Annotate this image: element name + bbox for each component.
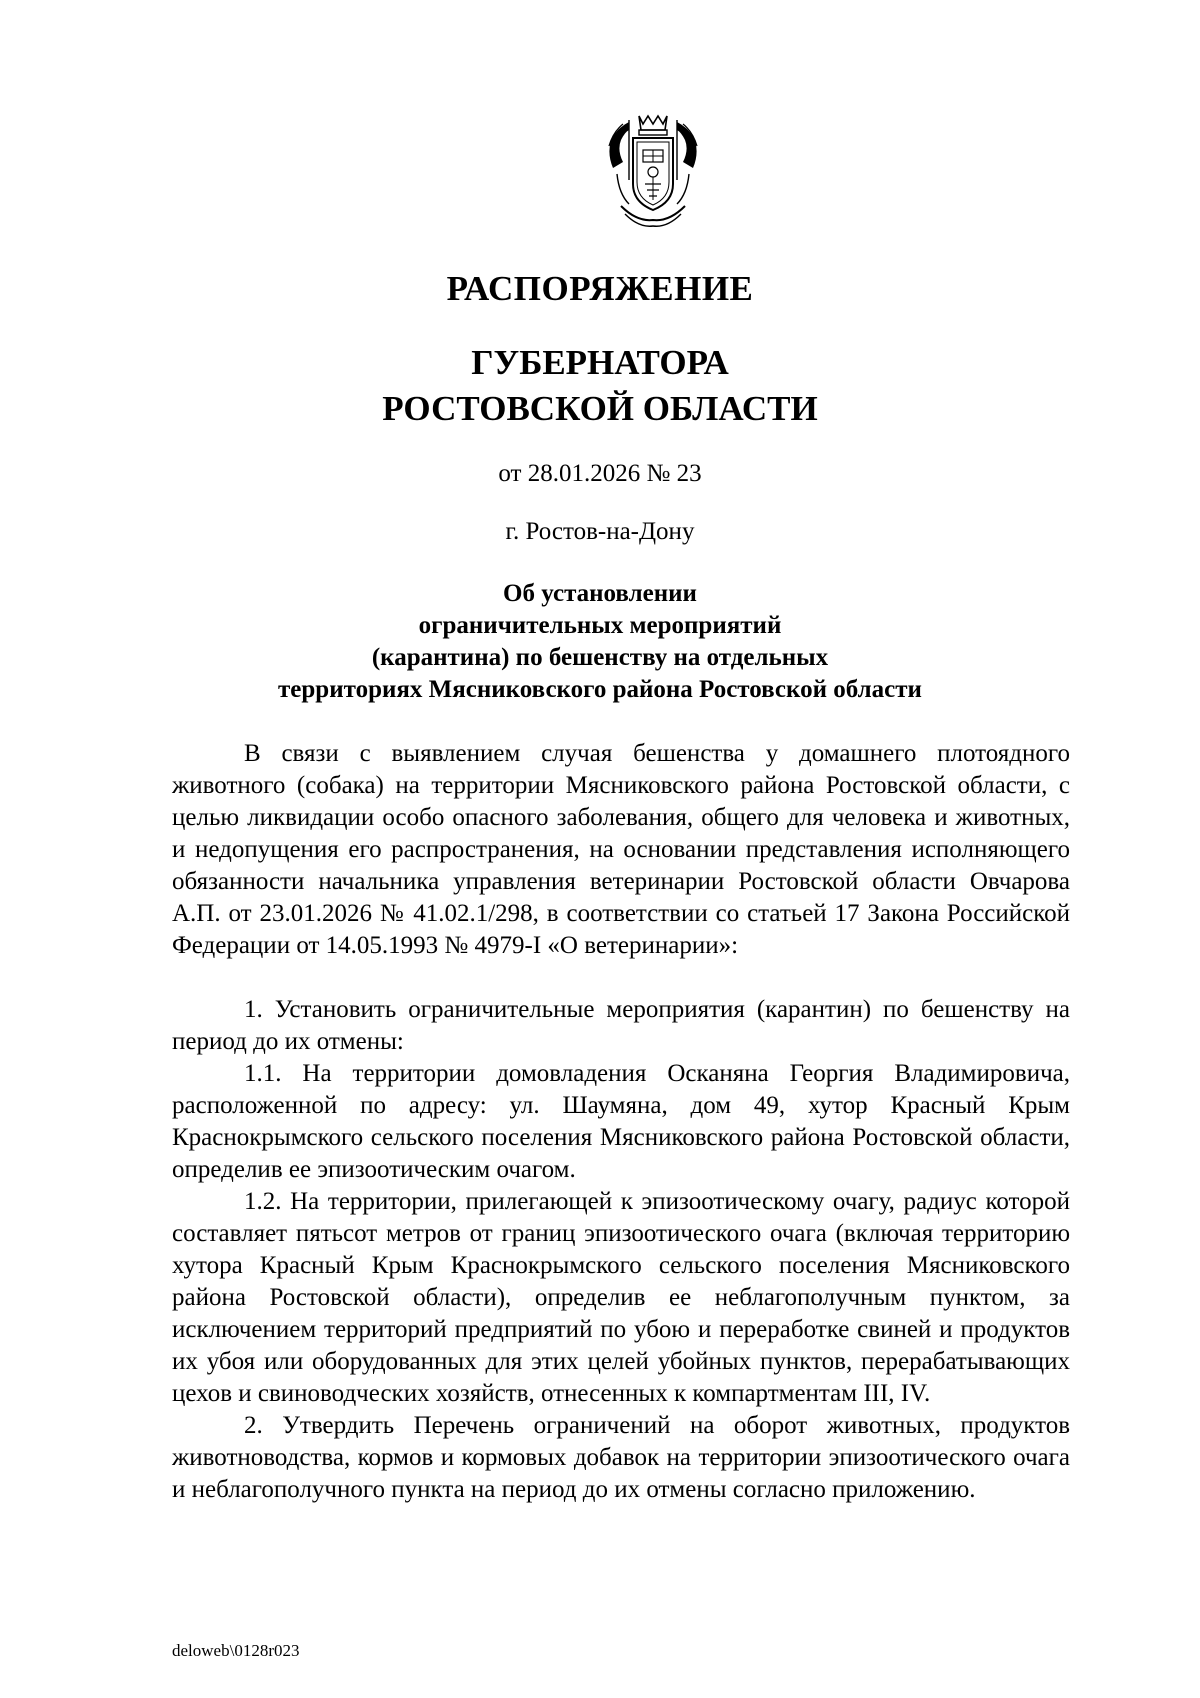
subject-line-2: ограничительных мероприятий	[418, 612, 782, 639]
clause-1-1: 1.1. На территории домовладения Осканяна Георгия Владимировича, расположенной по адресу: ул. Шаумяна, дом 49, хутор Красный Крым Краснокрымского сельского поселения Мясниковского района Ростовской области, определив ее эпизоотическим очагом.	[172, 1060, 1070, 1183]
issuer-line-2: РОСТОВСКОЙ ОБЛАСТИ	[382, 389, 818, 428]
document-body	[172, 738, 1070, 1506]
document-type-title: РАСПОРЯЖЕНИЕ	[446, 269, 754, 308]
subject-line-3: (карантина) по бешенству на отдельных	[371, 644, 829, 671]
rostov-oblast-coat-of-arms-icon	[599, 110, 707, 230]
clause-2: 2. Утвердить Перечень ограничений на оборот животных, продуктов животноводства, кормов и кормовых добавок на территории эпизоотического очага и неблагополучного пункта на период до их отмены согласно приложению.	[172, 1412, 1070, 1503]
preamble-paragraph: В связи с выявлением случая бешенства у домашнего плотоядного животного (собака) на территории Мясниковского района Ростовской области, с целью ликвидации особо опасного заболевания, общего для человека и животных, и недопущения его распространения, на основании представления исполняющего обязанности начальника управления ветеринарии Ростовской области Овчарова А.П. от 23.01.2026 № 41.02.1/298, в соответствии со статьей 17 Закона Российской Федерации от 14.05.1993 № 4979-I «О ветеринарии»:	[172, 740, 1070, 959]
issuer-line-1: ГУБЕРНАТОРА	[471, 343, 729, 382]
clause-1-2: 1.2. На территории, прилегающей к эпизоотическому очагу, радиус которой составляет пятьсот метров от границ эпизоотического очага (включая территорию хутора Красный Крым Краснокрымского сельского поселения Мясниковского района Ростовской области), определив ее неблагополучным пунктом, за исключением территорий предприятий по убою и переработке свиней и продуктов их убоя или оборудованных для этих целей убойных пунктов, перерабатывающих цехов и свиноводческих хозяйств, отнесенных к компартментам III, IV.	[172, 1188, 1070, 1407]
document-city: г. Ростов-на-Дону	[505, 518, 695, 545]
document-date-number: от 28.01.2026 № 23	[498, 460, 702, 487]
document-subject	[0, 578, 1200, 706]
clause-1: 1. Установить ограничительные мероприятия (карантин) по бешенству на период до их отмены:	[172, 996, 1070, 1055]
issuer-title	[0, 340, 1200, 432]
document-registry-code: deloweb\0128r023	[172, 1641, 300, 1660]
subject-line-1: Об установлении	[503, 580, 697, 607]
subject-line-4: территориях Мясниковского района Ростовской области	[278, 676, 922, 703]
